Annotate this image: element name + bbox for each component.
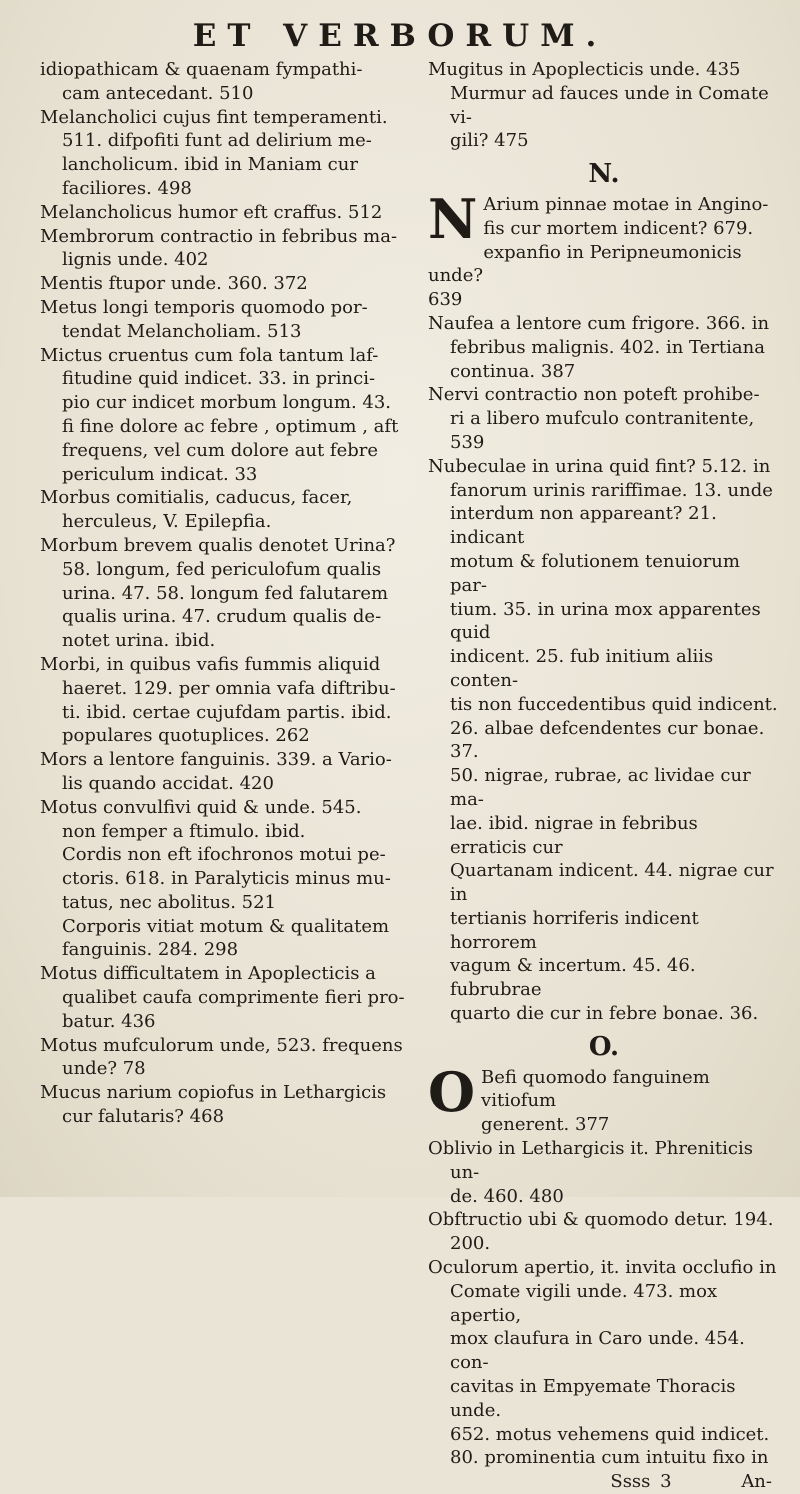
index-entry (428, 1208, 780, 1256)
entry-line: Mors a lentore fanguinis. 339. a Vario- (40, 749, 392, 771)
entry-line: Murmur ad fauces unde in Comate vi- (450, 82, 769, 128)
entry-line: generent. 377 (481, 1114, 610, 1136)
section-letter-o: O. (588, 1031, 620, 1062)
catchword: An- (741, 1471, 772, 1493)
entry-line: fi fine dolore ac febre , optimum , aft (62, 415, 399, 437)
index-entry (40, 486, 408, 534)
entry-line: tatus, nec abolitus. 521 (62, 891, 276, 913)
index-entry (40, 1081, 408, 1129)
entry-line: tis non fuccedentibus quid indicent. (450, 693, 778, 715)
entry-line: lancholicum. ibid in Maniam cur (62, 154, 358, 176)
entry-line: Quartanam indicent. 44. nigrae cur in (450, 860, 774, 906)
index-entry (40, 106, 408, 201)
index-entry (40, 344, 408, 487)
entry-line: Mentis ftupor unde. 360. 372 (40, 273, 308, 295)
signature-mark: Ssss 3 (610, 1471, 672, 1493)
entry-line: non femper a ftimulo. ibid. (62, 820, 306, 842)
entry-line: 511. difpofiti funt ad delirium me- (62, 130, 372, 152)
index-entry (40, 272, 408, 296)
entry-line: lis quando accidat. 420 (62, 772, 274, 794)
entry-line: interdum non appareant? 21. indicant (450, 503, 717, 549)
index-entry (428, 1137, 780, 1208)
entry-line: Naufea a lentore cum frigore. 366. in (428, 312, 770, 334)
entry-line: ctoris. 618. in Paralyticis minus mu- (62, 868, 391, 890)
entry-line: qualis urina. 47. crudum qualis de- (62, 606, 382, 628)
entry-line: fitudine quid indicet. 33. in princi- (62, 368, 376, 390)
entry-line: Mugitus in Apoplecticis unde. 435 (428, 59, 741, 80)
index-entry (40, 296, 408, 344)
entry-line: Morbus comitialis, caducus, facer, (40, 487, 353, 509)
section-letter-n: N. (588, 159, 620, 190)
entry-line: qualibet caufa comprimente fieri pro- (62, 987, 405, 1009)
entry-line: gili? 475 (450, 130, 529, 152)
entry-line: herculeus, V. Epilepfia. (62, 511, 272, 533)
entry-line: mox claufura in Caro unde. 454. con- (450, 1328, 745, 1374)
index-entry (428, 58, 780, 153)
n-first-entry (428, 186, 780, 312)
entry-line: populares quotuplices. 262 (62, 725, 310, 747)
drop-cap-n: N (428, 186, 478, 251)
entry-line: Arium pinnae motae in Angino- (483, 193, 769, 215)
page-footer (428, 1470, 780, 1494)
entry-line: 539 (450, 431, 485, 453)
entry-line: cavitas in Empyemate Thoracis unde. (450, 1376, 736, 1421)
entry-line: 50. nigrae, rubrae, ac lividae cur ma- (450, 765, 751, 810)
entry-line: expanfio in Peripneumonicis unde? (428, 241, 742, 287)
entry-line: Metus longi temporis quomodo por- (40, 296, 368, 318)
entry-line: Oblivio in Lethargicis it. Phreniticis un- (428, 1138, 754, 1183)
entry-line: continua. 387 (450, 360, 576, 382)
entry-line: unde? 78 (62, 1058, 146, 1080)
entry-line: vagum & incertum. 45. 46. fubrubrae (450, 955, 696, 1001)
entry-line: lignis unde. 402 (62, 249, 209, 271)
entry-line: Comate vigili unde. 473. mox apertio, (450, 1280, 718, 1326)
entry-line: ti. ibid. certae cujufdam partis. ibid. (62, 701, 392, 723)
o-first-entry (428, 1059, 780, 1137)
entry-line: Morbum brevem qualis denotet Urina? (40, 534, 396, 556)
entry-line: 80. prominentia cum intuitu fixo in (450, 1447, 769, 1469)
entry-line: Corporis vitiat motum & qualitatem (62, 915, 390, 937)
entry-line: frequens, vel cum dolore aut febre (62, 439, 379, 461)
entry-line: tium. 35. in urina mox apparentes quid (450, 598, 761, 644)
entry-line: 26. albae defcendentes cur bonae. 37. (450, 717, 765, 763)
entry-line: periculum indicat. 33 (62, 463, 258, 485)
index-entry (40, 748, 408, 796)
entry-line: cam antecedant. 510 (62, 82, 254, 104)
entry-line: 58. longum, fed periculofum qualis (62, 558, 382, 580)
entry-line: batur. 436 (62, 1010, 156, 1032)
entry-line: Oculorum apertio, it. invita occlufio in (428, 1257, 777, 1279)
entry-line: urina. 47. 58. longum fed falutarem (62, 582, 389, 604)
drop-cap-o: O (428, 1059, 476, 1124)
entry-line: tertianis horriferis indicent horrorem (450, 907, 699, 953)
entry-line: notet urina. ibid. (62, 630, 216, 652)
entry-line: Obftructio ubi & quomodo detur. 194. (428, 1209, 774, 1231)
entry-line: Nervi contractio non poteft prohibe- (428, 384, 760, 406)
entry-line: Mucus narium copiofus in Lethargicis (40, 1082, 387, 1104)
entry-line: faciliores. 498 (62, 177, 192, 199)
index-entry (40, 201, 408, 225)
entry-line: 639 (428, 289, 463, 311)
entry-line: fanguinis. 284. 298 (62, 939, 239, 961)
entry-line: fis cur mortem indicent? 679. (483, 217, 754, 239)
right-column (428, 58, 780, 1494)
index-entry (40, 534, 408, 653)
entry-line: 200. (450, 1233, 491, 1255)
entry-line: Melancholicus humor eft craffus. 512 (40, 201, 383, 223)
entry-line: de. 460. 480 (450, 1185, 564, 1207)
entry-line: idiopathicam & quaenam fympathi- (40, 59, 363, 80)
entry-line: Mictus cruentus cum fola tantum laf- (40, 344, 379, 366)
entry-line: Motus mufculorum unde, 523. frequens (40, 1034, 403, 1056)
entry-line: lae. ibid. nigrae in febribus erraticis cur (450, 812, 698, 858)
entry-line: motum & folutionem tenuiorum par- (450, 550, 740, 596)
index-entry (428, 455, 780, 1026)
index-entry (428, 383, 780, 454)
entry-line: Nubeculae in urina quid fint? 5.12. in (428, 455, 771, 477)
entry-line: Membrorum contractio in febribus ma- (40, 225, 398, 247)
index-entry (40, 962, 408, 1033)
entry-line: indicent. 25. fub initium aliis conten- (450, 646, 714, 691)
entry-line: quarto die cur in febre bonae. 36. (450, 1003, 759, 1025)
entry-line: Cordis non eft ifochronos motui pe- (62, 844, 386, 866)
entry-line: 652. motus vehemens quid indicet. (450, 1423, 770, 1445)
index-entry (40, 1034, 408, 1082)
entry-line: ri a libero mufculo contranitente, (450, 408, 755, 430)
entry-line: Morbi, in quibus vafis fummis aliquid (40, 653, 381, 675)
index-entry (40, 225, 408, 273)
index-entry (40, 796, 408, 963)
entry-line: febribus malignis. 402. in Tertiana (450, 336, 765, 358)
entry-line: Motus difficultatem in Apoplecticis a (40, 963, 376, 985)
left-column (40, 58, 408, 1129)
entry-line: pio cur indicet morbum longum. 43. (62, 392, 392, 414)
entry-line: haeret. 129. per omnia vafa diftribu- (62, 677, 396, 699)
index-entry (40, 58, 408, 106)
running-header: ET VERBORUM. (192, 18, 608, 54)
entry-line: tendat Melancholiam. 513 (62, 320, 302, 342)
index-entry (428, 1256, 780, 1470)
index-entry (40, 653, 408, 748)
entry-line: cur falutaris? 468 (62, 1106, 225, 1128)
entry-line: fanorum urinis rariffimae. 13. unde (450, 479, 773, 501)
entry-line: Motus convulfivi quid & unde. 545. (40, 796, 362, 818)
entry-line: Melancholici cujus fint temperamenti. (40, 106, 388, 128)
index-entry (428, 312, 780, 383)
entry-line: Befi quomodo fanguinem vitiofum (481, 1066, 710, 1112)
